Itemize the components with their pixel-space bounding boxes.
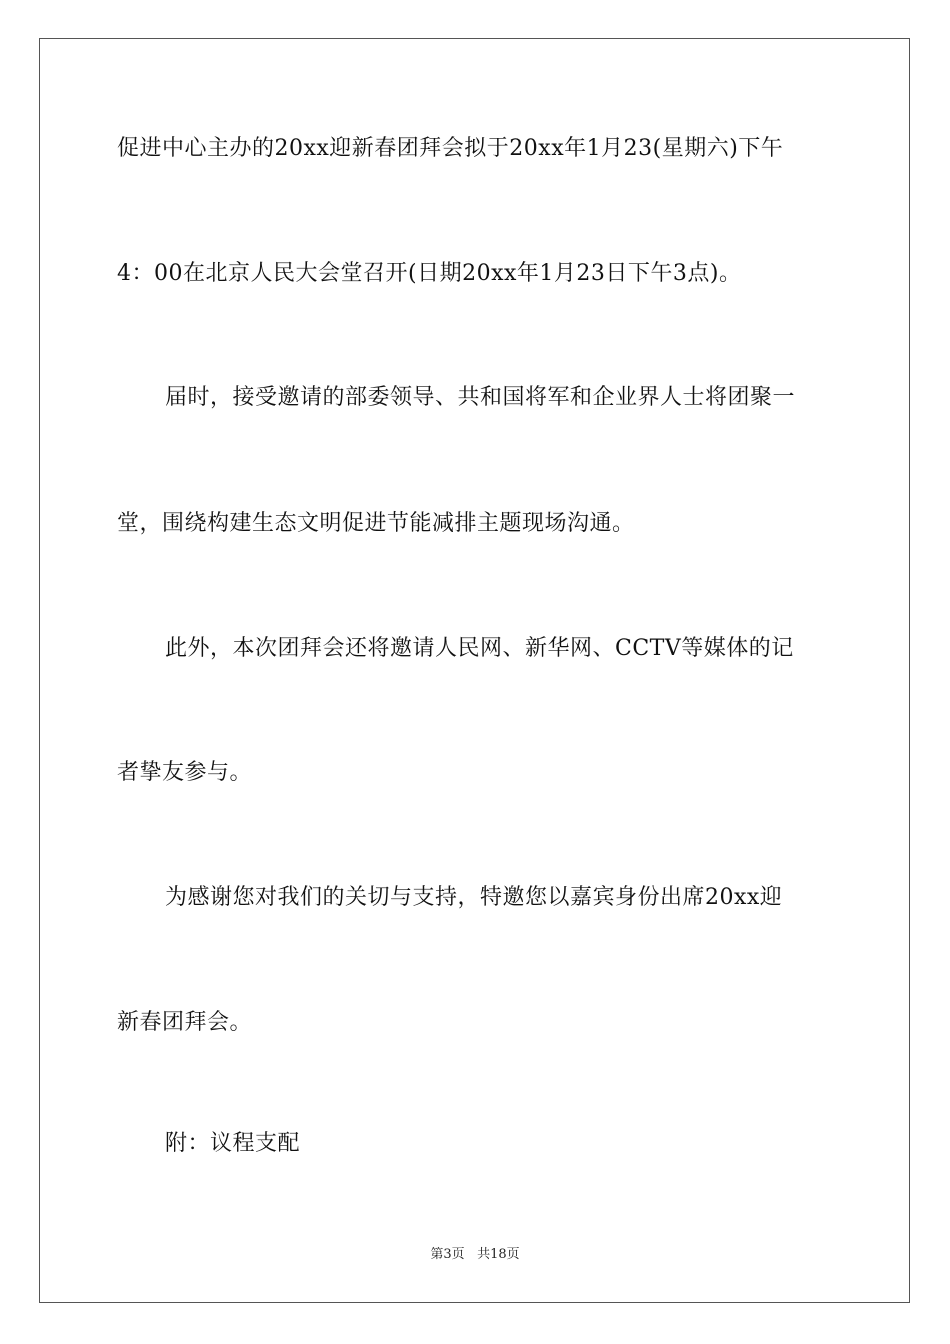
paragraph-line: 4：00在北京人民大会堂召开(日期20xx年1月23日下午3点)。 bbox=[117, 261, 742, 286]
paragraph-line: 附：议程支配 bbox=[165, 1131, 301, 1156]
page-total: 共18页 bbox=[477, 1247, 520, 1262]
paragraph-line: 促进中心主办的20xx迎新春团拜会拟于20xx年1月23(星期六)下午 bbox=[117, 136, 784, 161]
paragraph-line: 为感谢您对我们的关切与支持，特邀您以嘉宾身份出席20xx迎 bbox=[165, 885, 783, 910]
paragraph-line: 堂，围绕构建生态文明促进节能减排主题现场沟通。 bbox=[117, 511, 635, 536]
page-footer bbox=[0, 1246, 950, 1264]
page-number: 第3页 bbox=[430, 1247, 465, 1262]
paragraph-line: 者挚友参与。 bbox=[117, 760, 253, 785]
paragraph-line: 新春团拜会。 bbox=[117, 1010, 253, 1035]
paragraph-line: 届时，接受邀请的部委领导、共和国将军和企业界人士将团聚一 bbox=[165, 385, 796, 410]
paragraph-line: 此外，本次团拜会还将邀请人民网、新华网、CCTV等媒体的记 bbox=[165, 636, 794, 661]
page-border bbox=[39, 38, 910, 1303]
